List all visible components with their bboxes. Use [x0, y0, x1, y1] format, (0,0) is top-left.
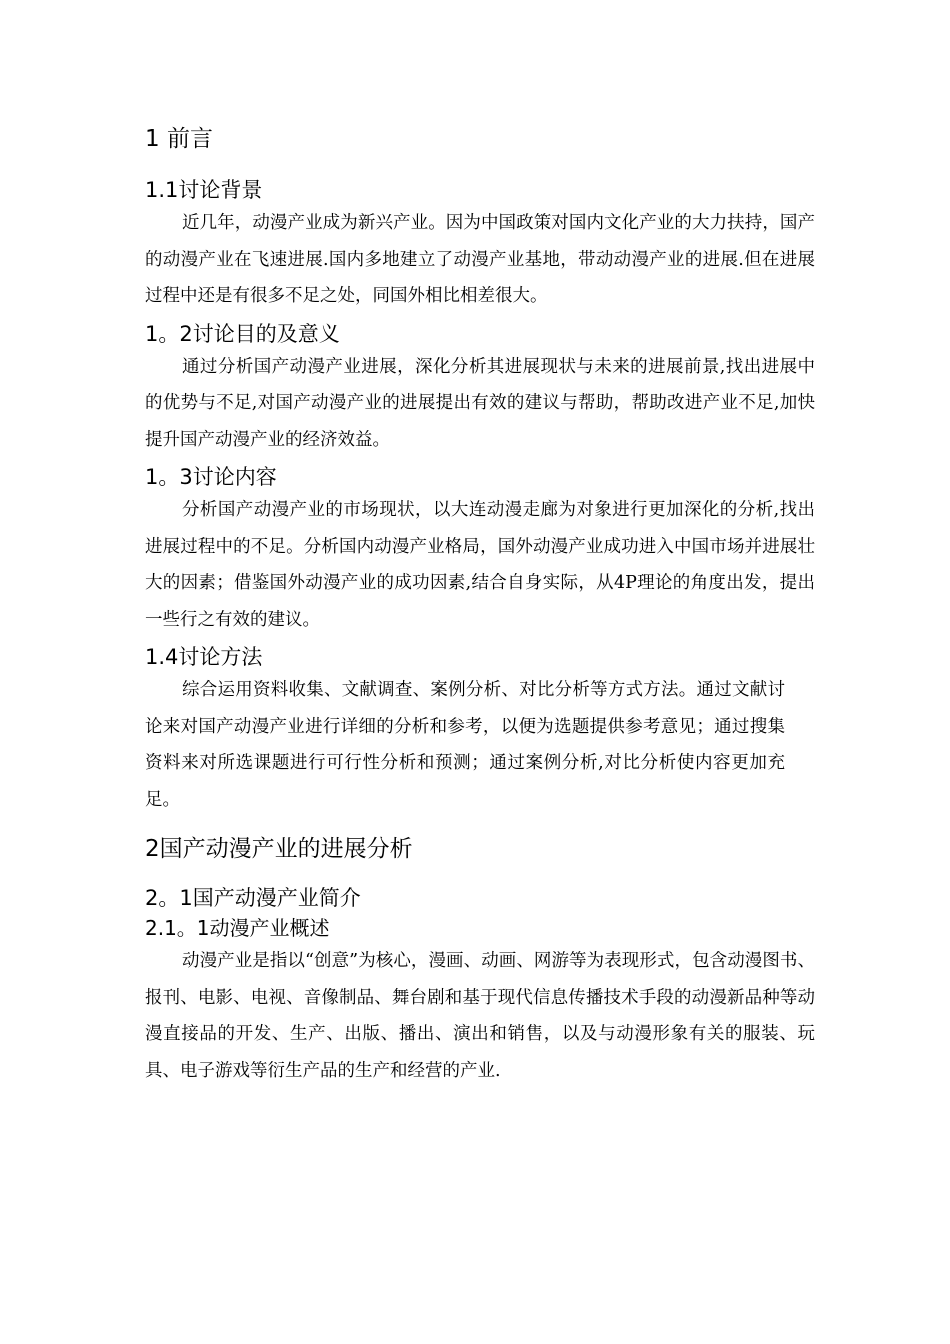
- section-1-1-paragraph: 近几年，动漫产业成为新兴产业。因为中国政策对国内文化产业的大力扶持，国产的动漫产业在飞速进展.国内多地建立了动漫产业基地，带动动漫产业的进展.但在进展过程中还是有很多不足之处，同国外相比相差很大。: [145, 213, 815, 306]
- section-2-1-1-heading: 2.1。1动漫产业概述: [145, 916, 330, 940]
- section-1-3-paragraph: 分析国产动漫产业的市场现状，以大连动漫走廊为对象进行更加深化的分析,找出进展过程中的不足。分析国内动漫产业格局，国外动漫产业成功进入中国市场并进展壮大的因素；借鉴国外动漫产业的成功因素,结合自身实际，从4P理论的角度出发，提出一些行之有效的建议。: [145, 500, 815, 630]
- section-1-3-heading: 1。3讨论内容: [145, 465, 277, 489]
- section-1-4-paragraph: 综合运用资料收集、文献调查、案例分析、对比分析等方式方法。通过文献讨论来对国产动漫产业进行详细的分析和参考，以便为选题提供参考意见；通过搜集资料来对所选课题进行可行性分析和预测；通过案例分析,对比分析使内容更加充足。: [145, 680, 785, 810]
- section-2-1-1-paragraph: 动漫产业是指以“创意”为核心，漫画、动画、网游等为表现形式，包含动漫图书、报刊、电影、电视、音像制品、舞台剧和基于现代信息传播技术手段的动漫新品种等动漫直接品的开发、生产、出版、播出、演出和销售，以及与动漫形象有关的服装、玩具、电子游戏等衍生产品的生产和经营的产业.: [145, 951, 815, 1081]
- section-1-2-paragraph: 通过分析国产动漫产业进展，深化分析其进展现状与未来的进展前景,找出进展中的优势与不足,对国产动漫产业的进展提出有效的建议与帮助，帮助改进产业不足,加快提升国产动漫产业的经济效益。: [145, 356, 815, 450]
- chapter-2-heading: 2国产动漫产业的进展分析: [145, 836, 413, 862]
- section-1-4-heading: 1.4讨论方法: [145, 645, 263, 669]
- section-1-1-heading: 1.1讨论背景: [145, 178, 263, 202]
- chapter-1-heading: 1 前言: [145, 126, 213, 152]
- section-1-2-heading: 1。2讨论目的及意义: [145, 321, 340, 346]
- document-body: [145, 122, 815, 1093]
- section-2-1-heading: 2。1国产动漫产业简介: [145, 886, 361, 910]
